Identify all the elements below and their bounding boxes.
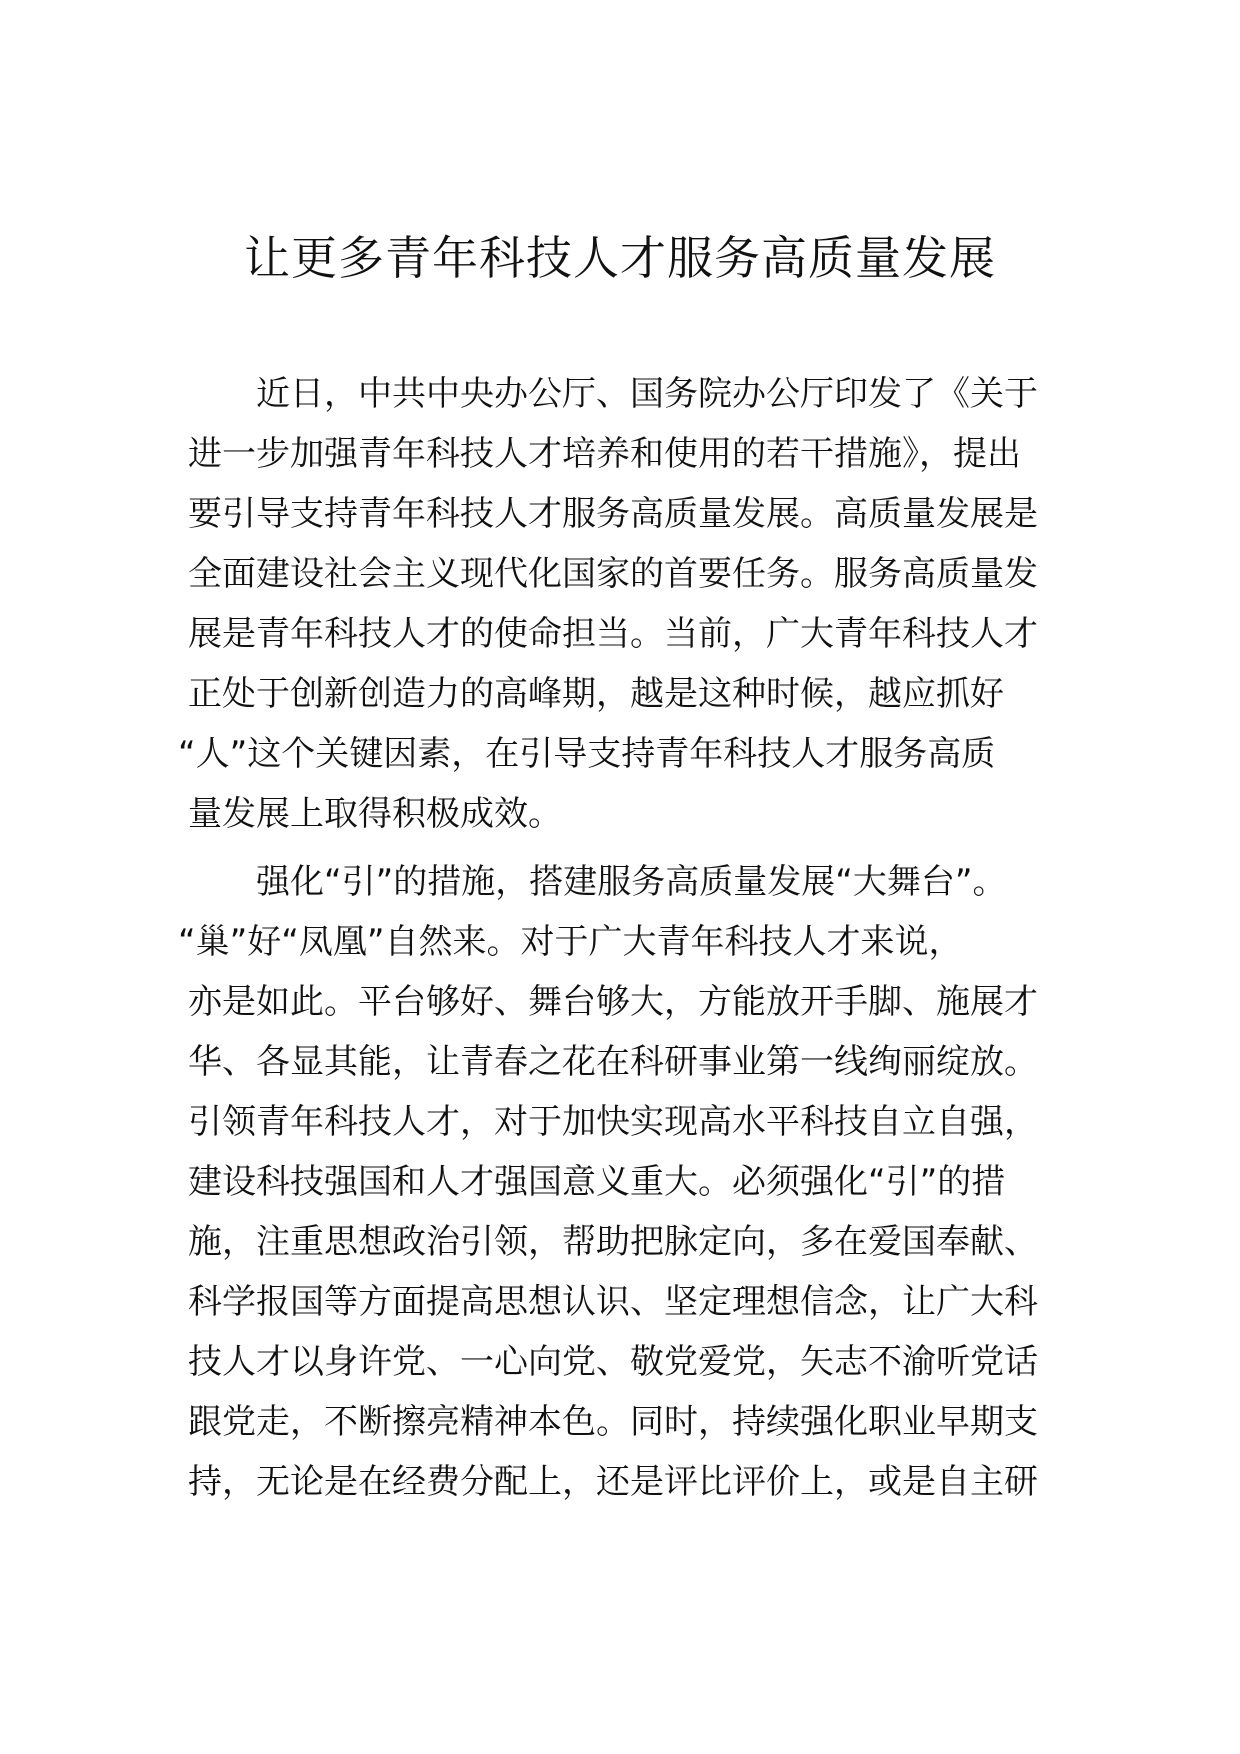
paragraph-2-line-1: 强化“引”的措施，搭建服务高质量发展“大舞台”。 bbox=[256, 862, 1007, 902]
paragraph-2-line-5: 引领青年科技人才，对于加快实现高水平科技自立自强， bbox=[188, 1102, 1038, 1142]
paragraph-2-line-8: 科学报国等方面提高思想认识、坚定理想信念，让广大科 bbox=[188, 1282, 1038, 1322]
paragraph-2-line-10: 跟党走，不断擦亮精神本色。同时，持续强化职业早期支 bbox=[188, 1402, 1038, 1442]
paragraph-2-line-3: 亦是如此。平台够好、舞台够大，方能放开手脚、施展才 bbox=[188, 982, 1038, 1022]
paragraph-2-line-6: 建设科技强国和人才强国意义重大。必须强化“引”的措 bbox=[188, 1162, 1006, 1202]
paragraph-1-line-3: 要引导支持青年科技人才服务高质量发展。高质量发展是 bbox=[188, 494, 1038, 534]
paragraph-1-line-1: 近日，中共中央办公厅、国务院办公厅印发了《关于 bbox=[256, 374, 1038, 414]
document-title: 让更多青年科技人才服务高质量发展 bbox=[244, 231, 996, 285]
paragraph-1-line-2: 进一步加强青年科技人才培养和使用的若干措施》，提出 bbox=[188, 434, 1021, 474]
paragraph-1-line-7: “人”这个关键因素，在引导支持青年科技人才服务高质 bbox=[178, 734, 996, 774]
paragraph-2-line-9: 技人才以身许党、一心向党、敬党爱党，矢志不渝听党话 bbox=[188, 1342, 1038, 1382]
paragraph-2-line-2: “巢”好“凤凰”自然来。对于广大青年科技人才来说， bbox=[178, 922, 963, 962]
paragraph-1-line-5: 展是青年科技人才的使命担当。当前，广大青年科技人才 bbox=[188, 614, 1038, 654]
paragraph-2-line-7: 施，注重思想政治引领，帮助把脉定向，多在爱国奉献、 bbox=[188, 1222, 1038, 1262]
paragraph-1-line-4: 全面建设社会主义现代化国家的首要任务。服务高质量发 bbox=[188, 554, 1038, 594]
paragraph-1-line-6: 正处于创新创造力的高峰期，越是这种时候，越应抓好 bbox=[188, 674, 1004, 714]
paragraph-2-line-11: 持，无论是在经费分配上，还是评比评价上，或是自主研 bbox=[188, 1462, 1038, 1502]
paragraph-2-line-4: 华、各显其能，让青春之花在科研事业第一线绚丽绽放。 bbox=[188, 1042, 1038, 1082]
paragraph-1-line-8: 量发展上取得积极成效。 bbox=[188, 794, 562, 834]
